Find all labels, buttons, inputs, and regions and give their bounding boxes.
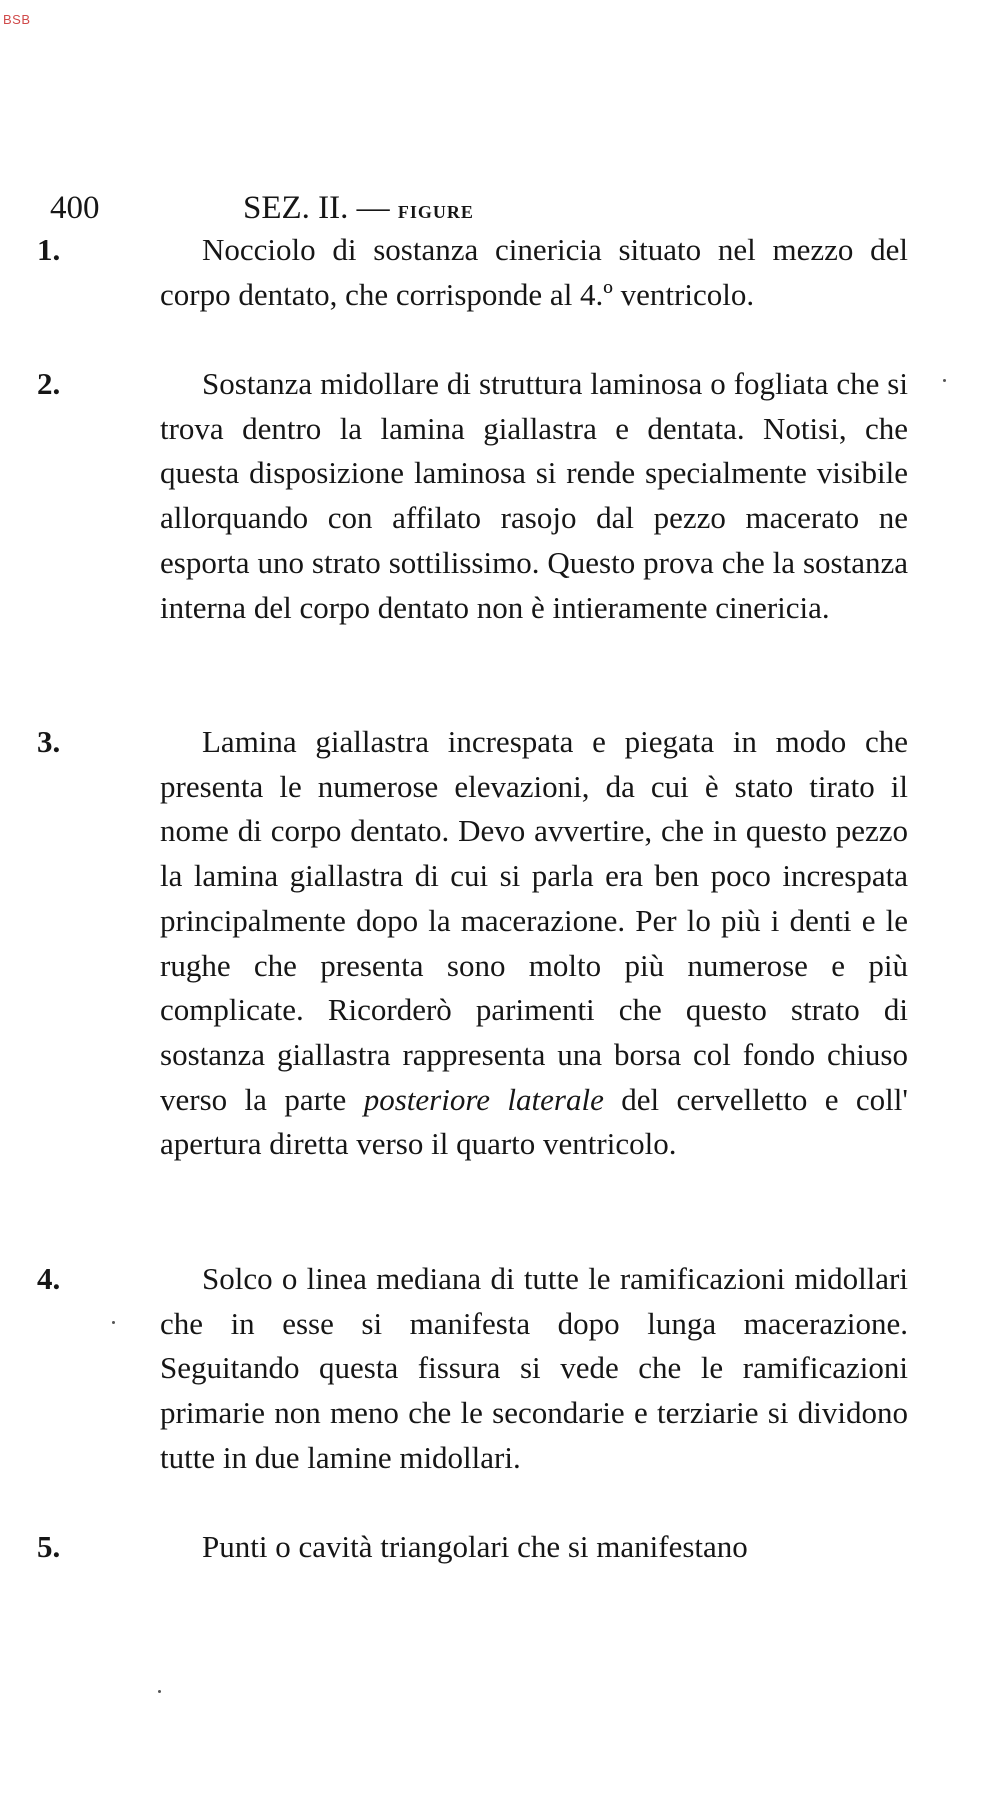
- entry-number: 5.: [37, 1529, 61, 1564]
- running-head: [243, 186, 474, 234]
- paper-speck: [112, 1321, 115, 1324]
- entry-text-part: del cervelletto e coll' apertura diretta verso il quarto ventricolo.: [160, 1081, 908, 1162]
- entry-text: Nocciolo di sostanza cinericia situato nel mezzo del corpo dentato, che corrisponde al 4.º ventricolo.: [160, 232, 908, 312]
- entry-number: 1.: [37, 232, 61, 267]
- entry-text: Solco o linea mediana di tutte le ramificazioni midollari che in esse si manifesta dopo lunga macerazione. Seguitando questa fissura si vede che le ramificazioni primarie non meno che le secondarie e terziarie si dividono tutte in due lamine midollari.: [160, 1261, 908, 1475]
- library-watermark: BSB: [3, 12, 31, 27]
- paper-speck: [158, 1690, 161, 1693]
- section-tail: FIGURE: [397, 202, 474, 222]
- entry-text: Punti o cavità triangolari che si manifestano: [202, 1529, 748, 1564]
- entry-number: 4.: [37, 1261, 61, 1296]
- entry-text: [160, 720, 908, 1167]
- section-label: SEZ. II. —: [243, 190, 390, 226]
- entry-number: 2.: [37, 366, 61, 401]
- entry-text-part: Lamina giallastra increspata e piegata in modo che presenta le numerose elevazioni, da cui è stato tirato il nome di corpo dentato. Devo avvertire, che in questo pezzo la lamina giallastra di cui si parla era ben poco increspata principalmente dopo la macerazione. Per lo più i denti e le rughe che presenta sono molto più numerose e più complicate. Ricorderò parimenti che questo strato di sostanza giallastra rappresenta una borsa col fondo chiuso verso la parte: [160, 724, 908, 1117]
- entry-text: Sostanza midollare di struttura laminosa o fogliata che si trova dentro la lamina giallastra e dentata. Notisi, che questa disposizione laminosa si rende specialmente visibile allorquando con affilato rasojo dal pezzo macerato ne esporta uno strato sottilissimo. Questo prova che la sostanza interna del corpo dentato non è intieramente cinericia.: [160, 366, 908, 625]
- entry-number: 3.: [37, 724, 61, 759]
- paper-speck: [943, 379, 946, 382]
- page-header: [0, 186, 1000, 230]
- entry-text-italic: posteriore laterale: [363, 1081, 604, 1117]
- page-number: 400: [50, 190, 100, 226]
